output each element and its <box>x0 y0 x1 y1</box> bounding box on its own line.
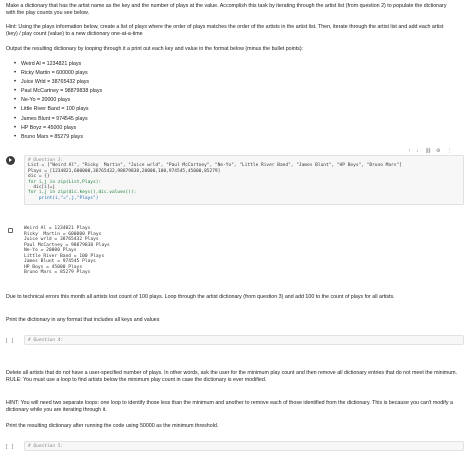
run-icon[interactable] <box>6 156 15 165</box>
list-item: • Ne-Yo = 20000 plays <box>14 96 102 105</box>
link-icon[interactable]: ⛓ <box>425 148 432 154</box>
code-cell-question-5[interactable] <box>24 441 464 451</box>
code-cell-question-3[interactable] <box>24 155 464 205</box>
intro-paragraph-3: Output the resulting dictionary by looping through it a print out each key and value in the format below (minus the bullet points): <box>6 46 304 52</box>
arrow-up-icon[interactable]: ↑ <box>408 148 411 154</box>
output-line: Ricky Martin = 600000 Plays <box>24 231 102 237</box>
list-item: • Ricky Martin = 600000 plays <box>14 69 102 78</box>
list-item: • Little River Band = 100 plays <box>14 105 102 114</box>
list-item: • James Blunt = 974545 plays <box>14 115 102 124</box>
code-editor[interactable]: # Question 4: <box>28 338 64 343</box>
code-line: dic[i]=j <box>28 185 56 191</box>
code-line: List = ["Weird Al", "Ricky Martin", "Juice wrld", "Paul McCartney", "Ne-Yo", "Little River Band", "James Blunt", "HP Boys", "Bruno Mars"] <box>28 163 402 169</box>
output-line: Weird Al = 1234821 Plays <box>24 226 91 231</box>
output-line: Little River Band = 100 Plays <box>24 253 105 259</box>
code-line: Plays = [1234821,600000,38765432,98879838,20000,100,974545,45000,85279] <box>28 168 221 174</box>
cell-execution-count: [ ] <box>5 338 15 344</box>
code-line: dic = {} <box>28 174 50 180</box>
output-line: Ne-Yo = 20000 Plays <box>24 248 77 254</box>
code-line: for i,j in zip(dic.keys(),dic.values()): <box>28 190 137 196</box>
list-item: • Weird Al = 1234821 plays <box>14 60 102 69</box>
code-line: for i,j in zip(List,Plays): <box>28 179 102 185</box>
output-line: HP Boys = 45000 Plays <box>24 264 83 270</box>
output-line: Juice wrld = 38765432 Plays <box>24 237 99 243</box>
code-editor[interactable] <box>25 156 463 203</box>
intro-paragraph-1: Make a dictionary that has the artist name as the key and the number of plays at the value. Accomplish this task by iterating through the artist list (from question 2) to populate the dictionary with the play counts you see below. <box>6 3 447 17</box>
output-line: Paul McCartney = 98879838 Plays <box>24 242 110 248</box>
code-line: # Question 3: <box>28 158 64 163</box>
question-4-paragraph-1: Due to technical errors this month all artists lost count of 100 plays. Loop through the artist dictionary (from question 3) and add 100 to the count of plays for all artists. <box>6 294 395 300</box>
code-editor[interactable]: # Question 5: <box>28 444 64 449</box>
play-counts-list <box>14 60 102 142</box>
question-5-paragraph-3: Print the resulting dictionary after running the code using 50000 as the minimum threshold. <box>6 423 219 429</box>
list-item: • Paul McCartney = 98879838 plays <box>14 87 102 96</box>
question-5-paragraph-2: HINT: You will need two separate loops: one loop to identify those less than the minimum and another to remove each of those identified from the dictionary. This is because you can't modify a dictionary while you are iterating through it. <box>6 400 453 414</box>
question-4-paragraph-2: Print the dictionary in any format that includes all keys and values <box>6 317 160 323</box>
cell-execution-count: [ ] <box>5 444 15 450</box>
question-5-paragraph-1: Delete all artists that do not have a user-specified number of plays. In other words, ask the user for the minimum play count and then remove all dictionary entries that do not meet the minimum. RULE: You must use a loop to find artists below the minimum play count in case the dictionary is ever modified. <box>6 370 458 384</box>
arrow-down-icon[interactable]: ↓ <box>416 148 419 154</box>
list-item: • HP Boyz = 45000 plays <box>14 124 102 133</box>
output-line: Bruno Mars = 85279 Plays <box>24 270 91 276</box>
list-item: • Juice Wrld = 38765432 plays <box>14 78 102 87</box>
code-line: print(i,"=",j,"Plays") <box>28 195 99 201</box>
output-line: James Blunt = 974545 Plays <box>24 259 96 265</box>
intro-paragraph-2: Hint: Using the plays information below, create a list of plays where the order of plays matches the order of the artists in the artist list. Then, iterate through the artist list and add each artist (key) / play count (value) to a new dictionary one-at-a-time <box>6 24 444 38</box>
settings-icon[interactable]: ⚙ <box>436 148 441 154</box>
list-item: • Bruno Mars = 85279 plays <box>14 133 102 142</box>
output-icon[interactable] <box>8 228 13 233</box>
more-icon[interactable]: ⋮ <box>447 148 452 154</box>
cell-output <box>24 226 110 276</box>
code-cell-question-4[interactable] <box>24 335 464 345</box>
